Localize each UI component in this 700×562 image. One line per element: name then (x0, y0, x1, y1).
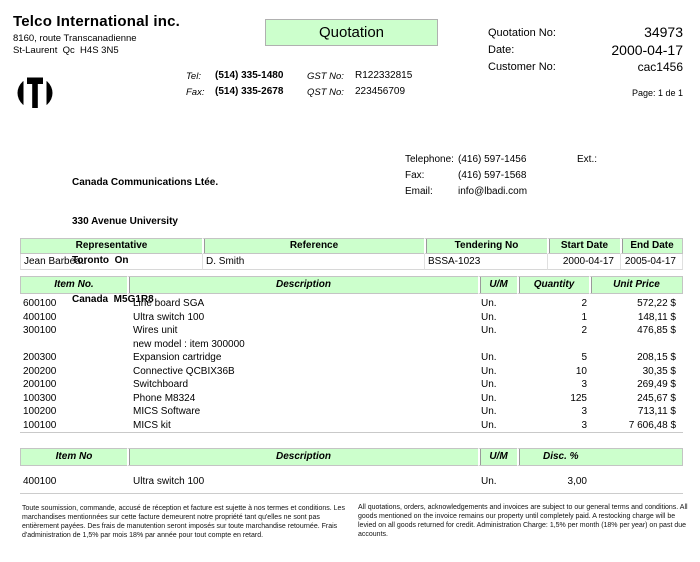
table-row (20, 254, 683, 270)
item-quantity: 125 (570, 392, 587, 404)
terms-english: All quotations, orders, acknowledgements and invoices are subject to our general terms and conditions. All goods mentioned on the invoice remains our property until completely paid. A restocking charge will be levied on all goods returned for credit. Administration Charge: 1,5% per month (18% per year) on past due accounts. (358, 504, 688, 538)
column-header-disc-percent: Disc. % (517, 448, 683, 466)
item-no: 300100 (23, 325, 57, 336)
item-no: 400100 (23, 311, 57, 323)
item-quantity: 5 (581, 352, 587, 363)
item-um: Un. (481, 352, 497, 363)
item-unit-price: 572,22 $ (637, 298, 676, 309)
item-no: 200300 (23, 352, 57, 363)
item-no: 100100 (23, 419, 57, 431)
item-description: Line board SGA (133, 298, 205, 309)
item-quantity: 1 (581, 311, 587, 323)
column-header-item-no: Item No (20, 448, 127, 466)
item-quantity: 3 (581, 419, 587, 431)
table-row (20, 378, 683, 392)
item-um: Un. (481, 392, 497, 404)
company-address-line2: St-Laurent Qc H4S 3N5 (13, 45, 119, 56)
company-address-line1: 8160, route Transcanadienne (13, 33, 137, 44)
table-row (20, 405, 683, 419)
customer-address-line3: Canada M5G1R8 (72, 294, 154, 305)
customer-address-line2: Toronto On (72, 255, 129, 266)
reference-value: D. Smith (202, 254, 424, 270)
item-description: Expansion cartridge (133, 352, 222, 363)
gst-value: R122332815 (355, 70, 413, 81)
table-row (20, 475, 683, 489)
item-quantity: 3 (581, 379, 587, 390)
item-description: MICS kit (133, 419, 171, 431)
table-row (20, 324, 683, 351)
discount-table-header-row (20, 448, 683, 466)
tel-label: Tel: (186, 71, 201, 82)
telephone-value: (416) 597-1456 (458, 154, 527, 165)
item-unit-price: 30,35 $ (642, 365, 676, 377)
item-description-note: new model : item 300000 (133, 338, 245, 350)
end-date-value: 2005-04-17 (620, 254, 683, 270)
item-no: 400100 (23, 476, 57, 487)
empty-cell (589, 475, 683, 489)
start-date-value: 2000-04-17 (547, 254, 620, 270)
column-header-unit-price: Unit Price (589, 276, 683, 294)
item-unit-price: 245,67 $ (637, 392, 676, 404)
item-um: Un. (481, 298, 497, 309)
item-um: Un. (481, 419, 497, 431)
telephone-label: Telephone: (405, 154, 454, 165)
fax-label: Fax: (186, 87, 205, 98)
item-description: Connective QCBIX36B (133, 365, 235, 377)
customer-no-label: Customer No: (488, 61, 556, 73)
column-header-end-date: End Date (620, 238, 683, 254)
customer-no-value: cac1456 (637, 60, 683, 74)
qst-value: 223456709 (355, 86, 406, 97)
items-table-header-row (20, 276, 683, 294)
items-table-body (20, 294, 683, 433)
table-row (20, 392, 683, 406)
item-description: Ultra switch 100 (133, 311, 205, 323)
column-header-description: Description (127, 448, 478, 466)
gst-label: GST No: (307, 71, 344, 82)
item-description: Switchboard (133, 379, 189, 390)
company-logo-icon (16, 76, 54, 115)
item-um: Un. (481, 476, 497, 487)
item-description: Phone M8324 (133, 392, 196, 404)
item-quantity: 3 (581, 406, 587, 417)
column-header-um: U/M (478, 276, 517, 294)
item-um: Un. (481, 379, 497, 390)
item-unit-price: 713,11 $ (637, 406, 676, 417)
column-header-tendering-no: Tendering No (424, 238, 547, 254)
date-label: Date: (488, 44, 515, 56)
item-quantity: 2 (581, 298, 587, 309)
item-um: Un. (481, 325, 497, 336)
item-unit-price: 269,49 $ (637, 379, 676, 390)
info-table (20, 238, 683, 270)
column-header-description: Description (127, 276, 478, 294)
ext-label: Ext.: (577, 154, 598, 165)
customer-name: Canada Communications Ltée. (72, 177, 219, 188)
customer-fax-label: Fax: (405, 170, 425, 181)
fax-value: (514) 335-2678 (215, 86, 284, 97)
customer-fax-value: (416) 597-1568 (458, 170, 527, 181)
item-description: Wires unit new model : item 300000 (127, 324, 478, 351)
column-header-quantity: Quantity (517, 276, 589, 294)
column-header-start-date: Start Date (547, 238, 620, 254)
terms-french: Toute soumission, commande, accusé de réception et facture est sujette à nos termes et conditions. Les marchandises mentionnées sur cette facture demeurent notre propriété tant qu'elles ne sont pas entièrement payées. Des frais de manutention seront imposés sur toute marchandise retournée. Frais d'administration de 1,5% par mois 18% par année pour tout compte en retard. (22, 505, 345, 539)
column-header-um: U/M (478, 448, 517, 466)
item-unit-price: 476,85 $ (637, 325, 676, 336)
item-no: 200100 (23, 379, 57, 390)
column-header-representative: Representative (20, 238, 202, 254)
item-no: 200200 (23, 365, 57, 377)
info-table-header-row (20, 238, 683, 254)
item-quantity: 10 (575, 365, 587, 377)
discount-table (20, 448, 683, 494)
item-no: 600100 (23, 298, 57, 309)
item-um: Un. (481, 406, 497, 417)
item-um: Un. (481, 311, 497, 323)
item-unit-price: 208,15 $ (637, 352, 676, 363)
company-name: Telco International inc. (13, 13, 181, 30)
customer-address-line1: 330 Avenue University (72, 216, 178, 227)
item-description: MICS Software (133, 406, 201, 417)
email-value: info@lbadi.com (458, 186, 528, 197)
column-header-reference: Reference (202, 238, 424, 254)
date-value: 2000-04-17 (611, 42, 683, 58)
table-row (20, 351, 683, 365)
tel-value: (514) 335-1480 (215, 70, 284, 81)
item-description: Ultra switch 100 (133, 476, 205, 487)
table-row (20, 419, 683, 433)
table-row (20, 365, 683, 379)
representative-value: Jean Barbeau (20, 254, 202, 270)
items-table (20, 276, 683, 433)
item-no: 100200 (23, 406, 57, 417)
qst-label: QST No: (307, 87, 344, 98)
quotation-no-value: 34973 (644, 24, 683, 40)
document-title: Quotation (265, 19, 438, 46)
quotation-no-label: Quotation No: (488, 27, 556, 39)
item-discount-percent: 3,00 (567, 476, 587, 487)
table-row (20, 311, 683, 325)
item-quantity: 2 (581, 325, 587, 336)
column-header-item-no: Item No. (20, 276, 127, 294)
email-label: Email: (405, 186, 433, 197)
table-row (20, 297, 683, 311)
page-indicator: Page: 1 de 1 (631, 88, 683, 98)
item-unit-price: 148,11 $ (637, 311, 676, 323)
item-no: 100300 (23, 392, 57, 404)
discount-table-body (20, 475, 683, 494)
item-um: Un. (481, 365, 497, 377)
item-unit-price: 7 606,48 $ (628, 419, 676, 431)
tendering-no-value: BSSA-1023 (424, 254, 547, 270)
